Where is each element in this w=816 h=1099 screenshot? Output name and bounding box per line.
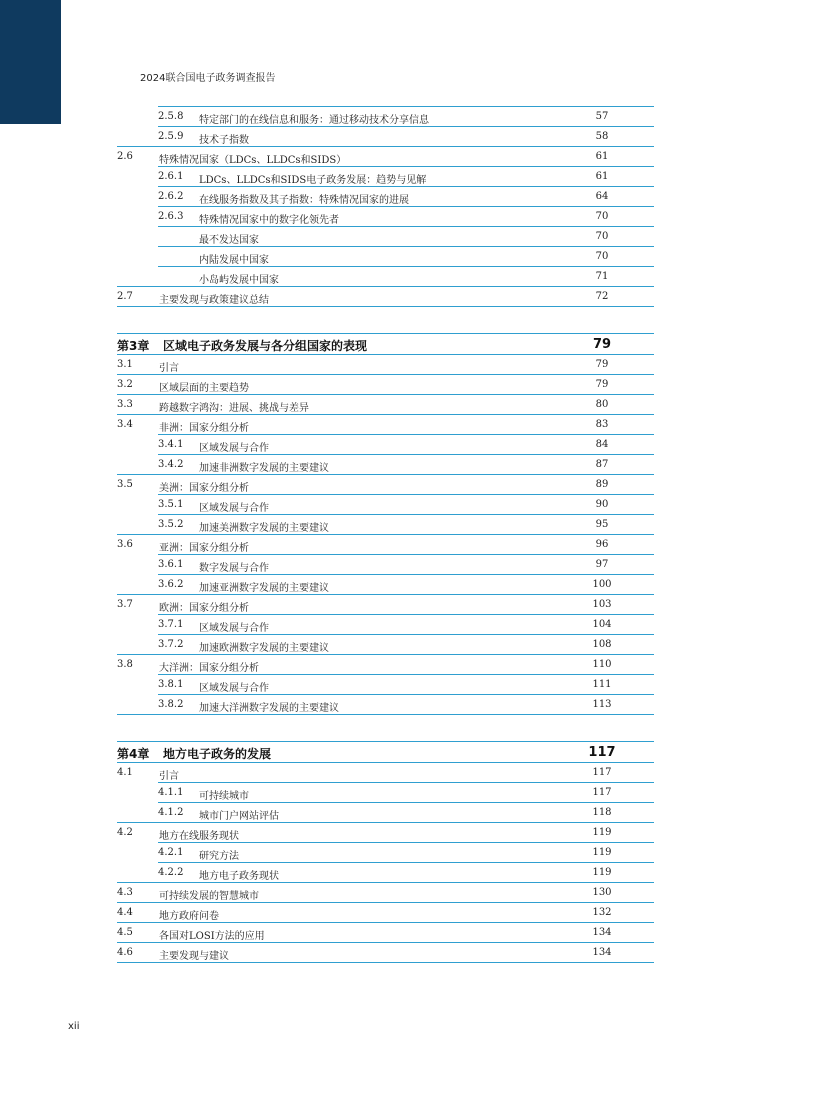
entry-page: 71	[595, 271, 609, 282]
entry-title: 加速欧洲数字发展的主要建议	[199, 643, 329, 654]
toc-entry[interactable]	[117, 394, 654, 414]
chapter-label: 第4章	[117, 747, 150, 761]
entry-title: 区域发展与合作	[199, 623, 269, 634]
toc-entry[interactable]	[158, 634, 654, 654]
entry-number: 3.7.1	[158, 619, 184, 630]
toc-entry[interactable]	[117, 822, 654, 842]
chapter-title: 区域电子政务发展与各分组国家的表现	[163, 339, 368, 353]
entry-page: 110	[592, 659, 612, 670]
toc-entry[interactable]	[158, 494, 654, 514]
chapter-title: 地方电子政务的发展	[163, 747, 272, 761]
section-end-rule	[117, 962, 654, 963]
entry-page: 90	[595, 499, 609, 510]
entry-page: 72	[595, 291, 609, 302]
entry-page: 80	[595, 399, 609, 410]
entry-page: 132	[592, 907, 612, 918]
entry-number: 3.6.1	[158, 559, 184, 570]
entry-number: 3.4	[117, 419, 133, 430]
section-end-rule	[117, 714, 654, 715]
entry-page: 84	[595, 439, 609, 450]
entry-number: 4.2	[117, 827, 133, 838]
entry-number: 3.2	[117, 379, 133, 390]
entry-number: 3.5	[117, 479, 133, 490]
entry-title: 亚洲：国家分组分析	[159, 543, 249, 554]
toc-entry[interactable]	[158, 614, 654, 634]
entry-title: 大洋洲：国家分组分析	[159, 663, 259, 674]
entry-number: 4.3	[117, 887, 133, 898]
entry-title: 地方在线服务现状	[159, 831, 239, 842]
toc-entry[interactable]	[158, 862, 654, 882]
entry-page: 83	[595, 419, 609, 430]
entry-title: 地方政府问卷	[159, 911, 219, 922]
entry-title: 技术子指数	[199, 135, 249, 146]
entry-number: 3.8.2	[158, 699, 184, 710]
toc-entry[interactable]	[158, 674, 654, 694]
entry-number: 4.1	[117, 767, 133, 778]
entry-number: 4.2.1	[158, 847, 184, 858]
running-header: 2024联合国电子政务调查报告	[140, 73, 276, 84]
entry-number: 3.4.2	[158, 459, 184, 470]
entry-page: 134	[592, 927, 612, 938]
entry-number: 3.4.1	[158, 439, 184, 450]
toc-entry[interactable]	[158, 266, 654, 286]
entry-title: 加速大洋洲数字发展的主要建议	[199, 703, 339, 714]
chapter-page: 79	[592, 337, 612, 352]
entry-page: 96	[595, 539, 609, 550]
entry-number: 3.5.1	[158, 499, 184, 510]
entry-page: 113	[592, 699, 612, 710]
toc-entry[interactable]	[158, 126, 654, 146]
entry-title: 引言	[159, 363, 179, 374]
section-end-rule	[117, 306, 654, 307]
entry-number: 2.6	[117, 151, 133, 162]
entry-page: 58	[595, 131, 609, 142]
toc-entry[interactable]	[158, 694, 654, 714]
toc-entry[interactable]	[158, 782, 654, 802]
entry-page: 97	[595, 559, 609, 570]
toc-entry[interactable]	[117, 882, 654, 902]
entry-number: 2.5.8	[158, 111, 184, 122]
toc-entry[interactable]	[158, 842, 654, 862]
entry-number: 4.2.2	[158, 867, 184, 878]
entry-title: 区域层面的主要趋势	[159, 383, 249, 394]
entry-page: 117	[592, 767, 612, 778]
toc-entry[interactable]	[117, 762, 654, 782]
entry-number: 2.6.2	[158, 191, 184, 202]
entry-number: 2.6.1	[158, 171, 184, 182]
entry-title: 特殊情况国家中的数字化领先者	[199, 215, 339, 226]
entry-title: 内陆发展中国家	[199, 255, 269, 266]
toc-entry[interactable]	[117, 414, 654, 434]
entry-title: 地方电子政务现状	[199, 871, 279, 882]
entry-page: 103	[592, 599, 612, 610]
entry-title: 非洲：国家分组分析	[159, 423, 249, 434]
table-of-contents	[117, 106, 654, 963]
entry-page: 119	[592, 827, 612, 838]
entry-number: 3.8.1	[158, 679, 184, 690]
toc-entry[interactable]	[158, 206, 654, 226]
entry-number: 3.1	[117, 359, 133, 370]
entry-number: 4.6	[117, 947, 133, 958]
entry-title: LDCs、LLDCs和SIDS电子政务发展：趋势与见解	[199, 175, 427, 186]
entry-title: 加速非洲数字发展的主要建议	[199, 463, 329, 474]
entry-number: 2.5.9	[158, 131, 184, 142]
toc-entry[interactable]	[158, 574, 654, 594]
toc-entry[interactable]	[117, 922, 654, 942]
toc-entry[interactable]	[117, 286, 654, 306]
entry-title: 加速美洲数字发展的主要建议	[199, 523, 329, 534]
entry-number: 3.6.2	[158, 579, 184, 590]
toc-entry[interactable]	[117, 374, 654, 394]
entry-number: 3.7	[117, 599, 133, 610]
entry-number: 3.8	[117, 659, 133, 670]
entry-page: 95	[595, 519, 609, 530]
entry-number: 3.7.2	[158, 639, 184, 650]
toc-entry[interactable]	[158, 186, 654, 206]
toc-entry[interactable]	[117, 654, 654, 674]
entry-title: 区域发展与合作	[199, 683, 269, 694]
entry-number: 3.5.2	[158, 519, 184, 530]
toc-entry[interactable]	[158, 434, 654, 454]
entry-title: 主要发现与政策建议总结	[159, 295, 269, 306]
toc-entry[interactable]	[158, 802, 654, 822]
toc-entry[interactable]	[117, 354, 654, 374]
chapter-heading[interactable]	[117, 741, 654, 762]
entry-title: 引言	[159, 771, 179, 782]
toc-entry[interactable]	[158, 246, 654, 266]
toc-entry[interactable]	[117, 474, 654, 494]
entry-title: 数字发展与合作	[199, 563, 269, 574]
entry-page: 100	[592, 579, 612, 590]
entry-page: 111	[592, 679, 612, 690]
entry-title: 区域发展与合作	[199, 443, 269, 454]
toc-entry[interactable]	[158, 106, 654, 126]
toc-entry[interactable]	[117, 146, 654, 166]
entry-number: 2.7	[117, 291, 133, 302]
entry-page: 79	[595, 379, 609, 390]
entry-title: 特殊情况国家（LDCs、LLDCs和SIDS）	[159, 155, 347, 166]
toc-entry[interactable]	[117, 594, 654, 614]
entry-page: 57	[595, 111, 609, 122]
entry-title: 欧洲：国家分组分析	[159, 603, 249, 614]
entry-page: 117	[592, 787, 612, 798]
entry-title: 特定部门的在线信息和服务：通过移动技术分享信息	[199, 115, 429, 126]
entry-title: 可持续城市	[199, 791, 249, 802]
corner-color-block	[0, 0, 61, 124]
entry-page: 64	[595, 191, 609, 202]
entry-page: 119	[592, 867, 612, 878]
entry-page: 108	[592, 639, 612, 650]
entry-number: 4.5	[117, 927, 133, 938]
entry-number: 4.4	[117, 907, 133, 918]
entry-page: 134	[592, 947, 612, 958]
entry-number: 2.6.3	[158, 211, 184, 222]
toc-entry[interactable]	[158, 554, 654, 574]
toc-entry[interactable]	[117, 902, 654, 922]
entry-page: 130	[592, 887, 612, 898]
entry-page: 118	[592, 807, 612, 818]
toc-entry[interactable]	[117, 534, 654, 554]
toc-entry[interactable]	[158, 454, 654, 474]
entry-title: 可持续发展的智慧城市	[159, 891, 259, 902]
chapter-heading[interactable]	[117, 333, 654, 354]
entry-title: 最不发达国家	[199, 235, 259, 246]
entry-title: 美洲：国家分组分析	[159, 483, 249, 494]
toc-entry[interactable]	[158, 226, 654, 246]
entry-title: 在线服务指数及其子指数：特殊情况国家的进展	[199, 195, 409, 206]
entry-page: 87	[595, 459, 609, 470]
entry-title: 城市门户网站评估	[199, 811, 279, 822]
entry-page: 70	[595, 251, 609, 262]
entry-title: 研究方法	[199, 851, 239, 862]
chapter-page: 117	[588, 745, 616, 760]
entry-number: 4.1.1	[158, 787, 184, 798]
page-number: xii	[68, 1021, 80, 1032]
entry-page: 61	[595, 171, 609, 182]
entry-number: 4.1.2	[158, 807, 184, 818]
entry-page: 70	[595, 211, 609, 222]
entry-title: 各国对LOSI方法的应用	[159, 931, 265, 942]
entry-title: 加速亚洲数字发展的主要建议	[199, 583, 329, 594]
chapter-label: 第3章	[117, 339, 150, 353]
entry-page: 119	[592, 847, 612, 858]
entry-number: 3.3	[117, 399, 133, 410]
entry-page: 104	[592, 619, 612, 630]
entry-number: 3.6	[117, 539, 133, 550]
entry-title: 主要发现与建议	[159, 951, 229, 962]
entry-page: 79	[595, 359, 609, 370]
entry-page: 70	[595, 231, 609, 242]
toc-entry[interactable]	[158, 514, 654, 534]
entry-title: 小岛屿发展中国家	[199, 275, 279, 286]
toc-entry[interactable]	[158, 166, 654, 186]
entry-title: 跨越数字鸿沟：进展、挑战与差异	[159, 403, 309, 414]
toc-entry[interactable]	[117, 942, 654, 962]
entry-title: 区域发展与合作	[199, 503, 269, 514]
entry-page: 89	[595, 479, 609, 490]
entry-page: 61	[595, 151, 609, 162]
